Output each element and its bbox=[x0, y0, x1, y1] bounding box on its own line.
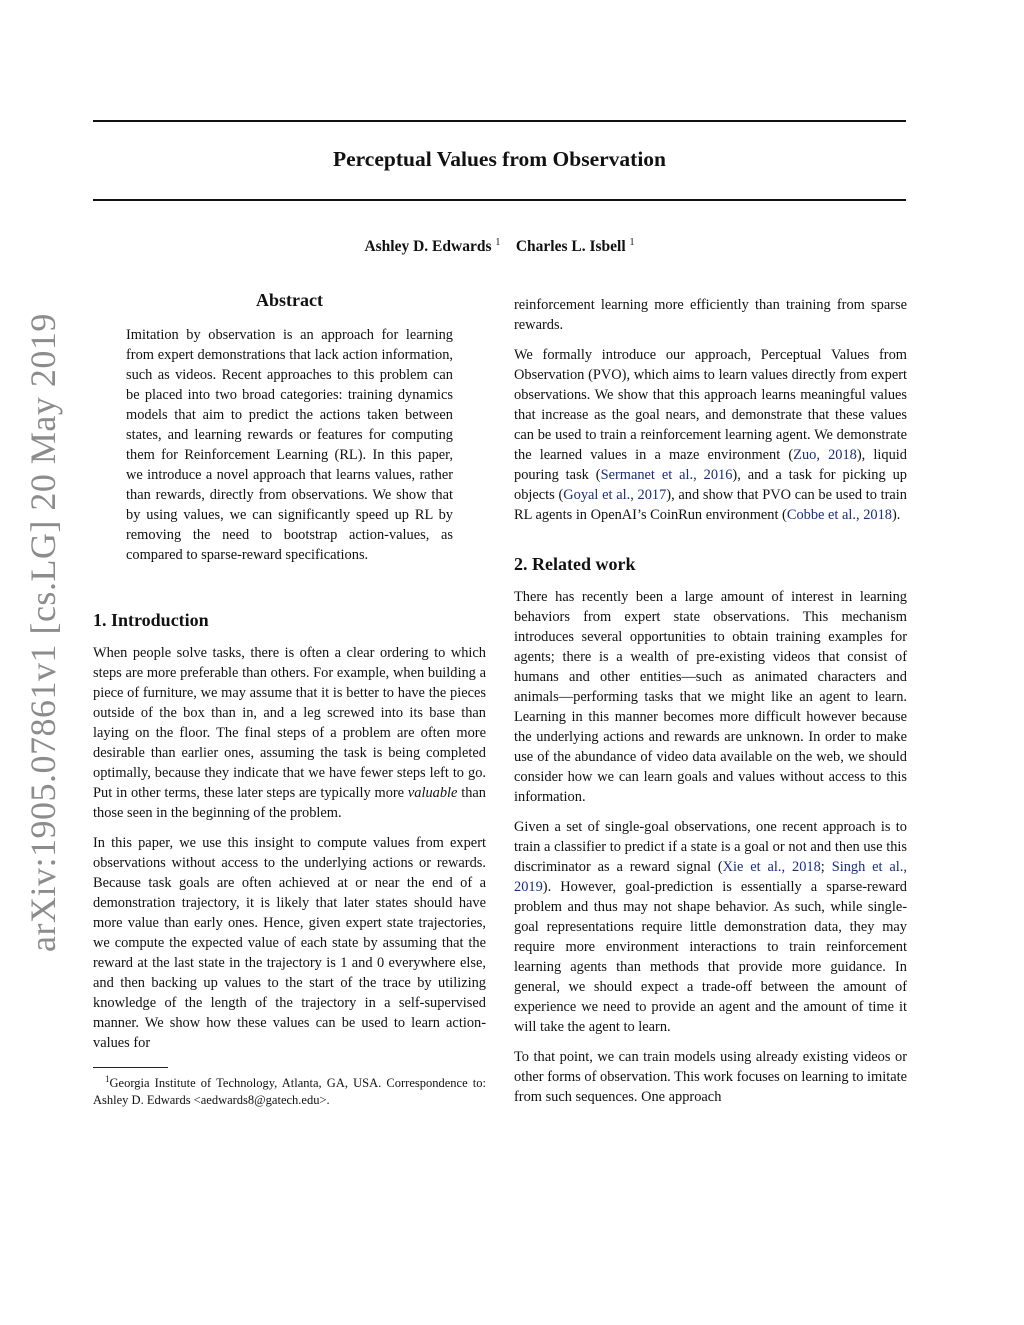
intro-text: We formally introduce our approach, Perceptual Values from Observation (PVO), which aims to learn values directly from expert observations. We show that this approach learns meaningful values that increase as the goal nears, and demonstrate that these values can be used to train a reinforcement learning agent. We demonstrate the learned values in a maze environment ( bbox=[514, 347, 907, 463]
citation-link[interactable]: Singh et al., 2019 bbox=[514, 859, 907, 895]
citation-link[interactable]: Sermanet et al., 2016 bbox=[600, 467, 733, 483]
related-text: Given a set of single-goal observations, one recent approach is to train a classifier to predict if a state is a goal or not and then use this discriminator as a reward signal ( bbox=[514, 819, 907, 875]
author-list bbox=[93, 237, 906, 256]
citation-link[interactable]: Zuo, 2018 bbox=[793, 447, 857, 463]
footnote-mark: 1 bbox=[105, 1074, 110, 1084]
citation-link[interactable]: Xie et al., 2018 bbox=[722, 859, 821, 875]
related-paragraph bbox=[514, 817, 907, 1037]
abstract-heading: Abstract bbox=[256, 290, 323, 310]
citation-link[interactable]: Cobbe et al., 2018 bbox=[786, 507, 892, 523]
related-text: ). However, goal-prediction is essentially a sparse-reward problem and thus may not shape behavior. As such, while single-goal representations require little demonstration data, they may require more environment interactions to train reinforcement learning agents than methods that provide more guidance. In general, we should expect a trade-off between the amount of experience we need to provide an agent and the amount of time it will take the agent to learn. bbox=[514, 879, 907, 1035]
intro-paragraph bbox=[514, 345, 907, 525]
intro-paragraph bbox=[93, 643, 486, 823]
author-affil-mark: 1 bbox=[495, 237, 501, 248]
abstract-text: Imitation by observation is an approach for learning from expert demonstrations that lack action information, such as videos. Recent approaches to this problem can be placed into two broad categories: training dynamics models that aim to predict the actions taken between states, and learning rewards or features for computing them for Reinforcement Learning (RL). In this paper, we introduce a novel approach that learns values, rather than rewards, directly from observations. We show that by using values, we can significantly speed up RL by removing the need to bootstrap action-values, as compared to sparse-reward specifications. bbox=[126, 327, 453, 563]
footnote-block bbox=[93, 1067, 486, 1109]
citation-separator: ; bbox=[820, 859, 832, 875]
author-name: Ashley D. Edwards bbox=[364, 238, 492, 256]
section-heading-introduction: 1. Introduction bbox=[93, 610, 209, 630]
left-column bbox=[93, 290, 486, 1109]
intro-paragraph: In this paper, we use this insight to compute values from expert observations without access to the underlying actions or rewards. Because task goals are often achieved at or near the end of a demonstration trajectory, it is likely that later states should have more value than early ones. Hence, given expert state trajectories, we compute the expected value of each state by assuming that the reward at the last state in the trajectory is 1 and 0 everywhere else, and then backing up values to the start of the trace by utilizing knowledge of the length of the trajectory in a self-supervised manner. We show how these values can be used to learn action-values for bbox=[93, 835, 486, 1051]
intro-text: ). bbox=[891, 507, 901, 523]
author-affil-mark: 1 bbox=[629, 237, 635, 248]
related-paragraph: To that point, we can train models using already existing videos or other forms of observation. This work focuses on learning to imitate from such sequences. One approach bbox=[514, 1049, 907, 1105]
arxiv-stamp: arXiv:1905.07861v1 [cs.LG] 20 May 2019 bbox=[23, 313, 63, 952]
right-column bbox=[514, 295, 907, 1107]
intro-paragraph-continued: reinforcement learning more efficiently than training from sparse rewards. bbox=[514, 297, 907, 333]
section-heading-related-work: 2. Related work bbox=[514, 554, 636, 574]
top-rule bbox=[93, 120, 906, 122]
intro-text: than those seen in the beginning of the problem. bbox=[93, 785, 487, 821]
intro-emphasis: valuable bbox=[407, 785, 458, 801]
title-bottom-rule bbox=[93, 199, 906, 201]
footnote bbox=[93, 1071, 486, 1109]
intro-text: ), liquid pouring task ( bbox=[514, 447, 907, 483]
intro-text: ), and a task for picking up objects ( bbox=[514, 467, 907, 503]
paper-title: Perceptual Values from Observation bbox=[332, 147, 667, 171]
footnote-text: Georgia Institute of Technology, Atlanta, GA, USA. Correspondence to: Ashley D. Edwards <aedwards8@gatech.edu>. bbox=[93, 1076, 486, 1108]
intro-text: When people solve tasks, there is often a clear ordering to which steps are more preferable than others. For example, when building a piece of furniture, we may assume that it is better to have the pieces outside of the box than in, and a leg screwed into its base than laying on the floor. The final steps of a problem are often more desirable than earlier ones, assuming the task is being completed optimally, because they indicate that we have fewer steps left to go. Put in other terms, these later steps are typically more bbox=[93, 645, 486, 801]
citation-link[interactable]: Goyal et al., 2017 bbox=[563, 487, 667, 503]
footnote-rule bbox=[93, 1067, 168, 1068]
author-name: Charles L. Isbell bbox=[515, 238, 626, 256]
related-paragraph: There has recently been a large amount of interest in learning behaviors from expert state observations. This mechanism introduces several opportunities to obtain training examples for agents; there is a wealth of pre-existing videos that consist of humans and other entities—such as animated characters and animals—performing tasks that we might like an agent to learn. Learning in this manner becomes more difficult however because the underlying actions and rewards are unknown. In order to make use of the abundance of video data available on the web, we should consider how we can learn goals and values without access to this information. bbox=[514, 589, 907, 805]
intro-text: ), and show that PVO can be used to train RL agents in OpenAI’s CoinRun environment ( bbox=[514, 487, 907, 523]
